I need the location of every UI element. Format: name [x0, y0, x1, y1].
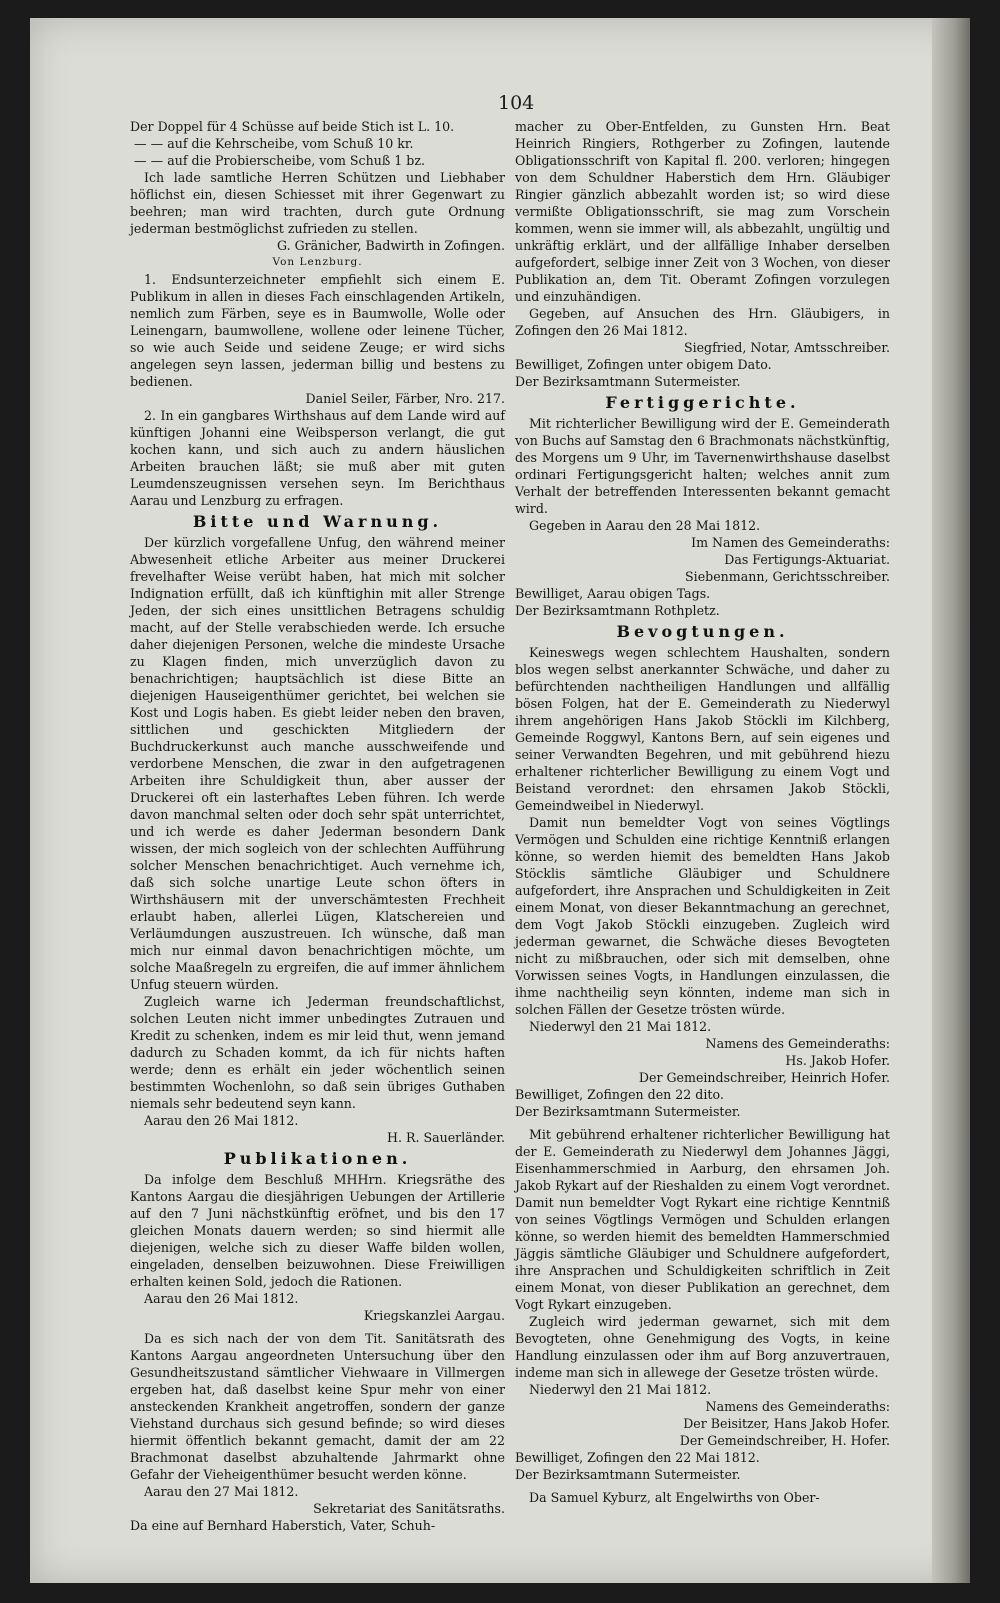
obligation-given: Gegeben, auf Ansuchen des Hrn. Gläubigers, in Zofingen den 26 Mai 1812.	[515, 306, 890, 338]
obligation-signature: Siegfried, Notar, Amtsschreiber.	[683, 340, 890, 355]
schiessen-line: — — auf die Probierscheibe, vom Schuß 1 bz.	[134, 153, 425, 168]
newspaper-page	[30, 18, 970, 1583]
fertiggericht-signature: Siebenmann, Gerichtsschreiber.	[685, 569, 890, 584]
publikation-1-date: Aarau den 26 Mai 1812.	[144, 1291, 299, 1306]
bevogtung-1: Keineswegs wegen schlechtem Haushalten, sondern blos wegen selbst anerkannter Schwäche, und daher zu befürchtenden nachtheiligen Handlungen und allfällig bösen Folgen, hat der E. Gemeinderath zu Niederwyl ihrem angehörigen Hans Jakob Stöckli im Kilchberg, Gemeinde Roggwyl, Kantons Bern, auf sein eigenes und seiner Verwandten Begehren, und mit gebührend hiezu erhaltener richterlicher Bewilligung zu einem Vogt und Beistand verordnet: den ehrsamen Jakob Stöckli, Gemeindweibel in Niederwyl.	[515, 645, 890, 813]
section-heading-fertiggerichte: Fertiggerichte.	[605, 393, 800, 412]
lenzburg-heading: Von Lenzburg.	[272, 256, 363, 268]
fertiggericht-notice: Mit richterlicher Bewilligung wird der E. Gemeinderath von Buchs auf Samstag den 6 Brachmonats nächstkünftig, des Morgens um 9 Uhr, im Tavernenwirthshause daselbst ordinari Fertigungsgericht halten; welches annit zum Verhalt der betreffenden Interessenten bekannt gemacht wird.	[515, 416, 890, 516]
right-column	[515, 118, 890, 1506]
schiessen-line: — — auf die Kehrscheibe, vom Schuß 10 kr.	[134, 136, 414, 151]
bitte-signature: H. R. Sauerländer.	[387, 1130, 505, 1145]
fertiggericht-bezirksamtmann: Der Bezirksamtmann Rothpletz.	[515, 603, 720, 618]
publikation-3-start: Da eine auf Bernhard Haberstich, Vater, Schuh-	[130, 1518, 436, 1533]
left-column	[130, 118, 505, 1534]
section-heading-bevogtungen: Bevogtungen.	[616, 622, 789, 641]
bevogtung-3-namen: Namens des Gemeinderaths:	[705, 1399, 890, 1414]
lenzburg-notice-2: 2. In ein gangbares Wirthshaus auf dem Lande wird auf künftigen Johanni eine Weibsperson verlangt, die gut kochen kann, und sich auch zu andern häuslichen Arbeiten brauchen läßt; sie muß aber mit guten Leumdenszeugnissen versehen seyn. Im Berichthaus Aarau und Lenzburg zu erfragen.	[130, 408, 505, 508]
obligation-continuation: macher zu Ober-Entfelden, zu Gunsten Hrn. Beat Heinrich Ringiers, Rothgerber zu Zofingen, lautende Obligationsschrift von Kapital fl. 200. verloren; hingegen von dem Schuldner Haberstich dem Hrn. Gläubiger Ringier gänzlich abbezahlt worden ist; so wird diese vermißte Obligationsschrift, sie mag zum Vorschein kommen, wenn sie immer will, als abbezahlt, ungültig und unkräftig erklärt, und der allfällige Inhaber derselben aufgefordert, selbige inner Zeit von 3 Wochen, von dieser Publikation an, dem Tit. Oberamt Zofingen vorzulegen und einzuhändigen.	[515, 119, 890, 304]
fertiggericht-approval: Bewilliget, Aarau obigen Tags.	[515, 586, 711, 601]
obligation-approval: Bewilliget, Zofingen unter obigem Dato.	[515, 357, 772, 372]
page-spine	[932, 18, 970, 1583]
bevogtung-3-warning: Zugleich wird jederman gewarnet, sich mit dem Bevogteten, ohne Genehmigung des Vogts, in keine Handlung einzulassen oder ihm auf Borg anzuvertrauen, indeme man sich in allewege der Gesetze trösten würde.	[515, 1314, 890, 1380]
bevogtung-2-approval: Bewilliget, Zofingen den 22 dito.	[515, 1087, 724, 1102]
bevogtung-2-date: Niederwyl den 21 Mai 1812.	[529, 1019, 712, 1034]
bevogtung-3-date: Niederwyl den 21 Mai 1812.	[529, 1382, 712, 1397]
schiessen-signature: G. Gränicher, Badwirth in Zofingen.	[276, 238, 505, 253]
bevogtung-2-bezirksamtmann: Der Bezirksamtmann Sutermeister.	[515, 1104, 741, 1119]
publikation-2-signature: Sekretariat des Sanitätsraths.	[313, 1501, 505, 1516]
bevogtung-2-namen: Namens des Gemeinderaths:	[705, 1036, 890, 1051]
section-heading-bitte: Bitte und Warnung.	[192, 512, 443, 531]
publikation-2-date: Aarau den 27 Mai 1812.	[144, 1484, 299, 1499]
page-number: 104	[498, 92, 535, 114]
fertiggericht-aktuariat: Das Fertigungs-Aktuariat.	[724, 552, 890, 567]
lenzburg-notice-1: 1. Endsunterzeichneter empfiehlt sich einem E. Publikum in allen in dieses Fach einschlagenden Artikeln, nemlich zum Färben, seye es in Baumwolle, Wolle oder Leinengarn, baumwollene, wollene oder leinene Tücher, so wie auch Seide und seidene Zeuge; er wird sichs angelegen seyn lassen, jederman billig und bestens zu bedienen.	[130, 272, 505, 389]
bevogtung-2: Damit nun bemeldter Vogt von seines Vögtlings Vermögen und Schulden eine richtige Kenntniß erlangen könne, so werden hiemit des bemeldten Hans Jakob Stöcklis sämtliche Gläubiger und Schuldnere aufgefordert, ihre Ansprachen und Schuldigkeiten in Zeit einem Monat, von dieser Bekanntmachung an gerechnet, dem Vogt Jakob Stöckli einzugeben. Zugleich wird jederman gewarnet, die Schwäche dieses Bevogteten nicht zu mißbrauchen, oder sich mit demselben, ohne Vorwissen seines Vogts, in Handlungen einzulassen, die ihme nachtheilig seyn könnten, indeme man sich in solchen Fällen der Gesetze trösten würde.	[515, 815, 890, 1017]
bitte-paragraph-2: Zugleich warne ich Jederman freundschaftlichst, solchen Leuten nicht immer unbedingtes Zutrauen und Kredit zu schenken, indem es mir leid thut, wenn jemand dadurch zu Schaden kommt, da ich für nichts haften werde; denn es erhält ein jeder wöchentlich seinen bestimmten Wochenlohn, so daß sein übriges Guthaben niemals sehr bedeutend seyn kann.	[130, 994, 505, 1111]
bevogtung-3: Mit gebührend erhaltener richterlicher Bewilligung hat der E. Gemeinderath zu Niederwyl dem Johannes Jäggi, Eisenhammerschmied in Aarburg, den ehrsamen Joh. Jakob Rykart auf der Rieshalden zu einem Vogt verordnet. Damit nun bemeldter Vogt Rykart eine richtige Kenntniß von seines Vögtlings Vermögen und Schulden erlangen könne, so werden hiemit des bemeldten Hammerschmied Jäggis sämtliche Gläubiger und Schuldnere aufgefordert, ihre Ansprachen und Schuldigkeiten schriftlich in Zeit einem Monat, von dieser Publikation an gerechnet, dem Vogt Rykart einzugeben.	[515, 1127, 890, 1312]
bitte-date: Aarau den 26 Mai 1812.	[144, 1113, 299, 1128]
bevogtung-2-signature: Der Gemeindschreiber, Heinrich Hofer.	[638, 1070, 890, 1085]
bevogtung-3-signature: Der Gemeindschreiber, H. Hofer.	[679, 1433, 890, 1448]
lenzburg-signature: Daniel Seiler, Färber, Nro. 217.	[305, 391, 505, 406]
obligation-bezirksamtmann: Der Bezirksamtmann Sutermeister.	[515, 374, 741, 389]
bevogtung-4-start: Da Samuel Kyburz, alt Engelwirths von Ober-	[529, 1490, 820, 1505]
fertiggericht-namen: Im Namen des Gemeinderaths:	[691, 535, 890, 550]
fertiggericht-date: Gegeben in Aarau den 28 Mai 1812.	[529, 518, 761, 533]
bevogtung-3-beisitzer: Der Beisitzer, Hans Jakob Hofer.	[683, 1416, 890, 1431]
schiessen-line: Der Doppel für 4 Schüsse auf beide Stich ist L. 10.	[130, 119, 455, 134]
publikation-2: Da es sich nach der von dem Tit. Sanitätsrath des Kantons Aargau angeordneten Untersuchung über den Gesundheitszustand sämtlicher Viehwaare in Villmergen ergeben hat, daß daselbst keine Spur mehr von einer ansteckenden Krankheit angetroffen, sondern der ganze Viehstand durchaus sich gesund befinde; so wird dieses hiermit öffentlich bekannt gemacht, damit der am 22 Brachmonat daselbst abzuhaltende Jahrmarkt ohne Gefahr der Vieheigenthümer besucht werden könne.	[130, 1331, 505, 1482]
section-heading-publikationen: Publikationen.	[223, 1149, 412, 1168]
bevogtung-2-hofer: Hs. Jakob Hofer.	[785, 1053, 890, 1068]
publikation-1: Da infolge dem Beschluß MHHrn. Kriegsräthe des Kantons Aargau die diesjährigen Uebungen der Artillerie auf den 7 Juni nächstkünftig eröfnet, und bis den 17 gleichen Monats dauern werden; so sind hiermit alle diejenigen, welche sich zu dieser Waffe bilden wollen, eingeladen, denselben beizuwohnen. Diese Freiwilligen erhalten keinen Sold, jedoch die Rationen.	[130, 1172, 505, 1289]
bevogtung-3-bezirksamtmann: Der Bezirksamtmann Sutermeister.	[515, 1467, 741, 1482]
publikation-1-signature: Kriegskanzlei Aargau.	[363, 1308, 505, 1323]
bevogtung-3-approval: Bewilliget, Zofingen den 22 Mai 1812.	[515, 1450, 760, 1465]
schiessen-invitation: Ich lade samtliche Herren Schützen und Liebhaber höflichst ein, diesen Schiesset mit ihrer Gegenwart zu beehren; man wird trachten, durch gute Ordnung jederman bestmöglichst zufrieden zu stellen.	[130, 170, 505, 236]
bitte-paragraph-1: Der kürzlich vorgefallene Unfug, den während meiner Abwesenheit etliche Arbeiter aus meiner Druckerei frevelhafter Weise verübt haben, hat mich mit solcher Indignation erfüllt, daß ich künftighin mit aller Strenge Jeden, der sich eines unsittlichen Betragens schuldig macht, auf der Stelle verabschieden werde. Ich ersuche daher diejenigen Personen, welche die mindeste Ursache zu Klagen finden, mich unverzüglich davon zu benachrichtigen; hauptsächlich ist diese Bitte an diejenigen Hauseigenthümer gerichtet, bei welchen sie Kost und Logis haben. Es giebt leider neben den braven, sittlichen und geschickten Mitgliedern der Buchdruckerkunst auch manche ausschweifende und verdorbene Menschen, die zwar in den aufgetragenen Arbeiten ihre Schuldigkeit thun, aber ausser der Druckerei oft ein lasterhaftes Leben führen. Ich werde davon manchmal selten oder doch sehr spät unterrichtet, und ich werde es daher Jederman besondern Dank wissen, der mich sogleich von der schlechten Aufführung solcher Menschen benachrichtiget. Auch vernehme ich, daß sich solche unartige Leute schon öfters in Wirthshäusern mit der unverschämtesten Frechheit erlaubt haben, allerlei Lügen, Klatschereien und Verläumdungen auszustreuen. Ich wünsche, daß man mich nur einmal davon benachrichtigen möchte, um solche Maaßregeln zu ergreifen, die auf immer ähnlichem Unfug steuern würden.	[130, 535, 505, 992]
